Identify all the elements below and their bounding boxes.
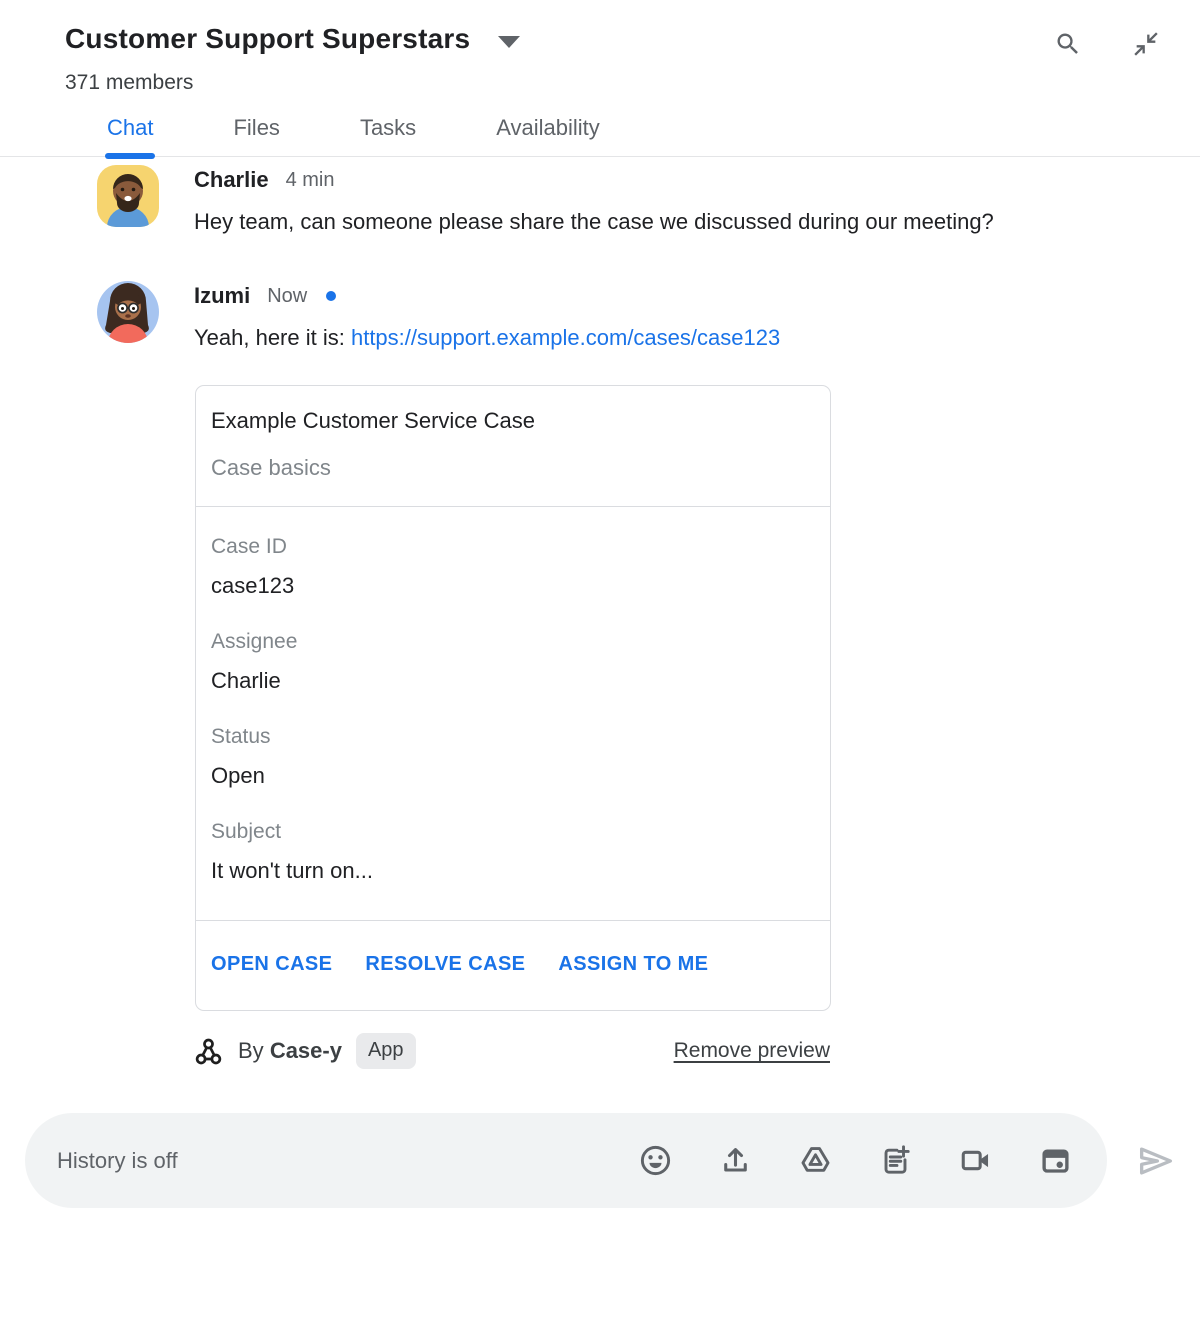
card-title: Example Customer Service Case [211, 408, 536, 433]
composer-pill[interactable] [25, 1113, 1107, 1208]
field-label: Assignee [211, 630, 298, 653]
case-preview-card [195, 385, 831, 1011]
message-charlie [0, 165, 1200, 242]
tab-tasks[interactable]: Tasks [359, 115, 417, 140]
message-list [0, 157, 1200, 1069]
app-name: Case-y [269, 1038, 342, 1063]
message-text-prefix: Yeah, here it is: [194, 325, 351, 350]
open-case-button[interactable]: OPEN CASE [211, 953, 333, 975]
webhook-icon [193, 1036, 224, 1067]
video-camera-icon[interactable] [958, 1143, 993, 1178]
field-value: Charlie [211, 668, 281, 693]
field-value: Open [211, 763, 265, 788]
field-label: Subject [211, 820, 282, 843]
tab-chat[interactable]: Chat [107, 115, 153, 156]
message-text: Hey team, can someone please share the case we discussed during our meeting? [194, 209, 994, 234]
field-assignee [211, 630, 815, 694]
app-badge: App [356, 1033, 416, 1069]
avatar-charlie[interactable] [97, 165, 159, 227]
send-icon[interactable] [1135, 1140, 1177, 1182]
message-izumi [0, 281, 1200, 358]
card-subtitle: Case basics [211, 455, 331, 480]
search-icon[interactable] [1054, 30, 1082, 58]
message-timestamp: 4 min [285, 168, 335, 191]
assign-to-me-button[interactable]: ASSIGN TO ME [558, 953, 709, 975]
field-value: It won't turn on... [211, 858, 373, 883]
drive-icon[interactable] [798, 1143, 833, 1178]
message-text [194, 318, 780, 358]
message-author[interactable]: Izumi [194, 283, 251, 308]
by-label: By Case-y [238, 1038, 342, 1063]
collapse-icon[interactable] [1132, 30, 1160, 58]
remove-preview-link[interactable]: Remove preview [673, 1039, 830, 1062]
tab-availability[interactable]: Availability [496, 115, 600, 140]
avatar-izumi[interactable] [97, 281, 159, 343]
meeting-notes-icon[interactable] [878, 1143, 913, 1178]
presence-dot [326, 291, 336, 301]
emoji-icon[interactable] [638, 1143, 673, 1178]
tab-bar [0, 115, 1200, 157]
message-timestamp: Now [267, 284, 308, 307]
field-case-id [211, 535, 815, 599]
room-header [0, 0, 1200, 95]
field-status [211, 725, 815, 789]
message-author[interactable]: Charlie [194, 167, 269, 192]
field-value: case123 [211, 573, 295, 598]
message-composer [25, 1113, 1200, 1208]
field-subject [211, 820, 815, 884]
page-title: Customer Support Superstars [65, 23, 471, 54]
tab-files[interactable]: Files [233, 115, 280, 140]
chevron-down-icon[interactable] [498, 36, 520, 48]
app-attribution [193, 1033, 830, 1069]
field-label: Case ID [211, 535, 287, 558]
field-label: Status [211, 725, 271, 748]
case-link[interactable]: https://support.example.com/cases/case123 [350, 325, 781, 350]
member-count: 371 members [65, 71, 194, 94]
resolve-case-button[interactable]: RESOLVE CASE [365, 953, 526, 975]
message-input[interactable] [57, 1148, 638, 1174]
calendar-icon[interactable] [1038, 1143, 1073, 1178]
upload-icon[interactable] [718, 1143, 753, 1178]
